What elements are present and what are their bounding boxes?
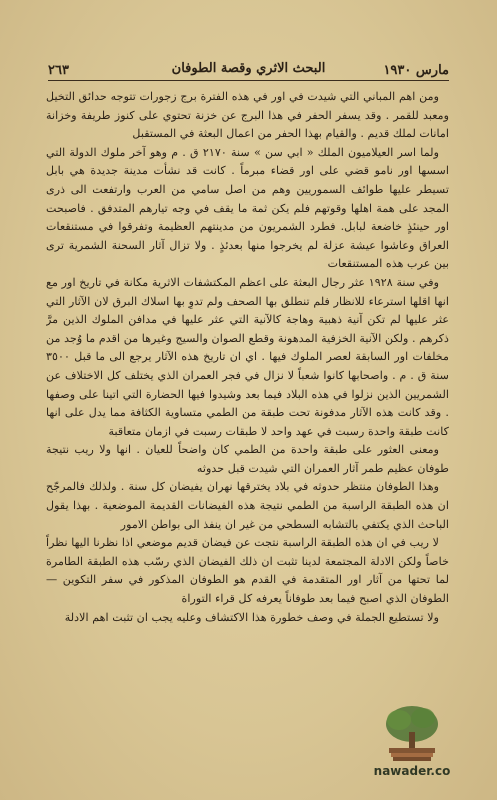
header-title: البحث الاثري وقصة الطوفان	[171, 61, 326, 76]
header-date: مارس ١٩٣٠	[383, 63, 449, 78]
paragraph: ومعنى العثور على طبقة واحدة من الطمي كان واضحاً للعيان . انها ولا ريب نتيجة طوفان عظيم طمر آثار العمران التي شيدت قبل حدوثه	[46, 443, 449, 475]
paragraph: ولما اسر العيلاميون الملك « ابي سن » سنة ٢١٧٠ ق . م وهو آخر ملوك الدولة التي اسسها اور نامو قضي على اور قضاء مبرماً . كانت قد نشأت مدينة جديدة هي بابل تسيطر عليها طوائف السموريين وهم من اصل سامي من العرب وارتفعت الى ذرى المجد على همة اهلها وقوتهم فلم يكن ثمة ما يقف في وجه تيارهم المتدفق . فاصبحت اور حينئذٍ خاضعة لبابل. فطرد الشمريون من مدينتهم العظيمة وتفرقوا في مستنقعات العراق وعاشوا عيشة عزلة لم يخرجوا منها بعدئذٍ . ولا تزال آثار السحنة الشمرية ترى بين عرب هذه المستنقعات	[46, 145, 449, 271]
paragraph: لا ريب في ان هذه الطبقة الراسبة نتجت عن فيضان قديم موضعي اذا نظرنا اليها نظراً خاصاً ولكن الادلة المجتمعة لدينا تثبت ان ذلك الفيضان الذي رسّب هذه الطبقة الطامرة لما تحتها من آثار اور المتقدمة في القدم هو الطوفان المذكور في سفر التكوين — الطوفان الذي اصبح فيما بعد طوفاناً يعرفه كل قراء التوراة	[46, 536, 449, 606]
page-header	[48, 52, 449, 78]
watermark-text: nawader.co	[373, 764, 451, 778]
page-body	[46, 88, 449, 740]
watermark	[357, 698, 467, 778]
header-rule	[48, 80, 449, 81]
tree-on-books-icon	[377, 704, 447, 762]
paragraph: وفي سنة ١٩٢٨ عثر رجال البعثة على اعظم المكتشفات الاثرية مكانة في تاريخ اور مع انها اقلها استرعاء للانظار فلم تنطلق بها الصحف ولم تدوِ بها اسلاك البرق لان الآثار التي عثر عليها لم تكن آنية ذهبية وهاجة كالآنية التي عثر عليها في مدافن الملوك الذين مرَّ ذكرهم . ولكن الآنية الخزفية المدهونة وقطع الصوان والسيج وغيرها من اقدم ما وُجد من مخلفات اور السابقة لعصر الملوك فيها . اي ان تاريخ هذه الآثار يرجع الى ما قبل ٣٥٠٠ سنة ق . م . واصحابها كانوا شعباً لا نزال في فجر العمران الذي يختلف كل الاختلاف عن الشمريين الذين نزلوا في هذه البلاد فيما بعد وشيدوا فيها الحضارة التي اتينا على وصفها . وقد كانت هذه الآثار مدفونة تحت طبقة من الطمي متساوية الكثافة مما يدل على انها كانت طبقة واحدة رسبت في عهد واحد لا طبقات رسبت في ازمان متعاقبة	[46, 275, 449, 438]
paragraph: ومن اهم المباني التي شيدت في اور في هذه الفترة برج زجورات تتوجه حدائق التخيل ومعبد للقمر . وقد يسفر الحفر في هذا البرج عن خزنة تحتوي على كنوز طريفة وخزانة امانات لملك قديم . والقيام بهذا الحفر من اعمال البعثة في المستقبل	[46, 90, 449, 141]
paragraph: وهذا الطوفان منتظر حدوثه في بلاد يخترقها نهران يفيضان كل سنة . ولذلك فالمرجّح ان هذه الطبقة الراسبة من الطمي نتيجة هذه الفيضانات القديمة الموضعية . بهذا يقول الباحث الذي يكتفي بالتشابه السطحي من غير ان ينفذ الى بواطن الامور	[46, 480, 449, 531]
page-number: ٢٦٣	[48, 63, 69, 78]
paragraph: ولا تستطيع الجملة في وصف خطورة هذا الاكتشاف وعليه يجب ان تثبت اهم الادلة	[64, 610, 439, 624]
